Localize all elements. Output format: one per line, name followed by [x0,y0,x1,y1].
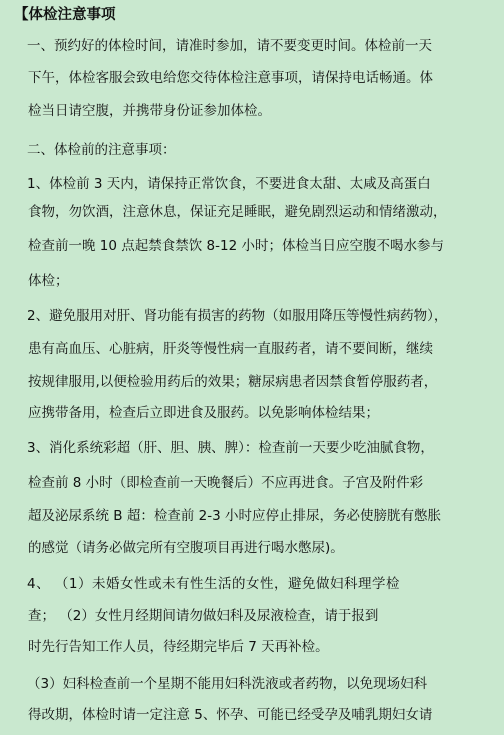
text-line: 患有高血压、心脏病，肝炎等慢性病一直服药者，请不要间断，继续 [28,341,433,357]
document-title: 【体检注意事项 [14,7,116,23]
text-line: 一、预约好的体检时间，请准时参加，请不要变更时间。体检前一天 [27,38,432,54]
text-line: （3）妇科检查前一个星期不能用妇科洗液或者药物，以免现场妇科 [27,676,428,692]
text-line: 1、体检前 3 天内，请保持正常饮食，不要进食太甜、太咸及高蛋白 [27,176,431,192]
text-line: 应携带备用，检查后立即进食及服药。以免影响体检结果； [28,405,379,421]
text-line: 时先行告知工作人员，待经期完毕后 7 天再补检。 [28,639,329,655]
text-line: 二、体检前的注意事项： [27,142,176,158]
text-line: 4、 （1）未婚女性或未有性生活的女性，避免做妇科理学检 [27,576,400,592]
text-line: 2、避免服用对肝、肾功能有损害的药物（如服用降压等慢性病药物）， [27,308,448,324]
text-line: 下午，体检客服会致电给您交待体检注意事项，请保持电话畅通。体 [28,70,433,86]
text-line: 按规律服用,以便检验用药后的效果；糖尿病患者因禁食暂停服药者， [28,374,438,390]
text-line: 的感觉（请务必做完所有空腹项目再进行喝水憋尿)。 [28,540,344,556]
text-line: 体检； [28,273,69,289]
text-line: 检查前 8 小时（即检查前一天晚餐后）不应再进食。子宫及附件彩 [28,475,424,491]
text-line: 食物，勿饮酒，注意休息，保证充足睡眠，避免剧烈运动和情绪激动， [28,204,447,220]
text-line: 查； （2）女性月经期间请勿做妇科及尿液检查，请于报到 [28,608,379,624]
text-line: 检当日请空腹，并携带身份证参加体检。 [28,103,271,119]
text-line: 检查前一晚 10 点起禁食禁饮 8-12 小时；体检当日应空腹不喝水参与 [28,238,444,254]
text-line: 得改期，体检时请一定注意 5、怀孕、可能已经受孕及哺乳期妇女请 [28,707,433,723]
text-line: 超及泌尿系统 B 超：检查前 2-3 小时应停止排尿，务必使膀胱有憋胀 [28,508,441,524]
text-line: 3、消化系统彩超（肝、胆、胰、脾）：检查前一天要少吃油腻食物， [27,440,434,456]
